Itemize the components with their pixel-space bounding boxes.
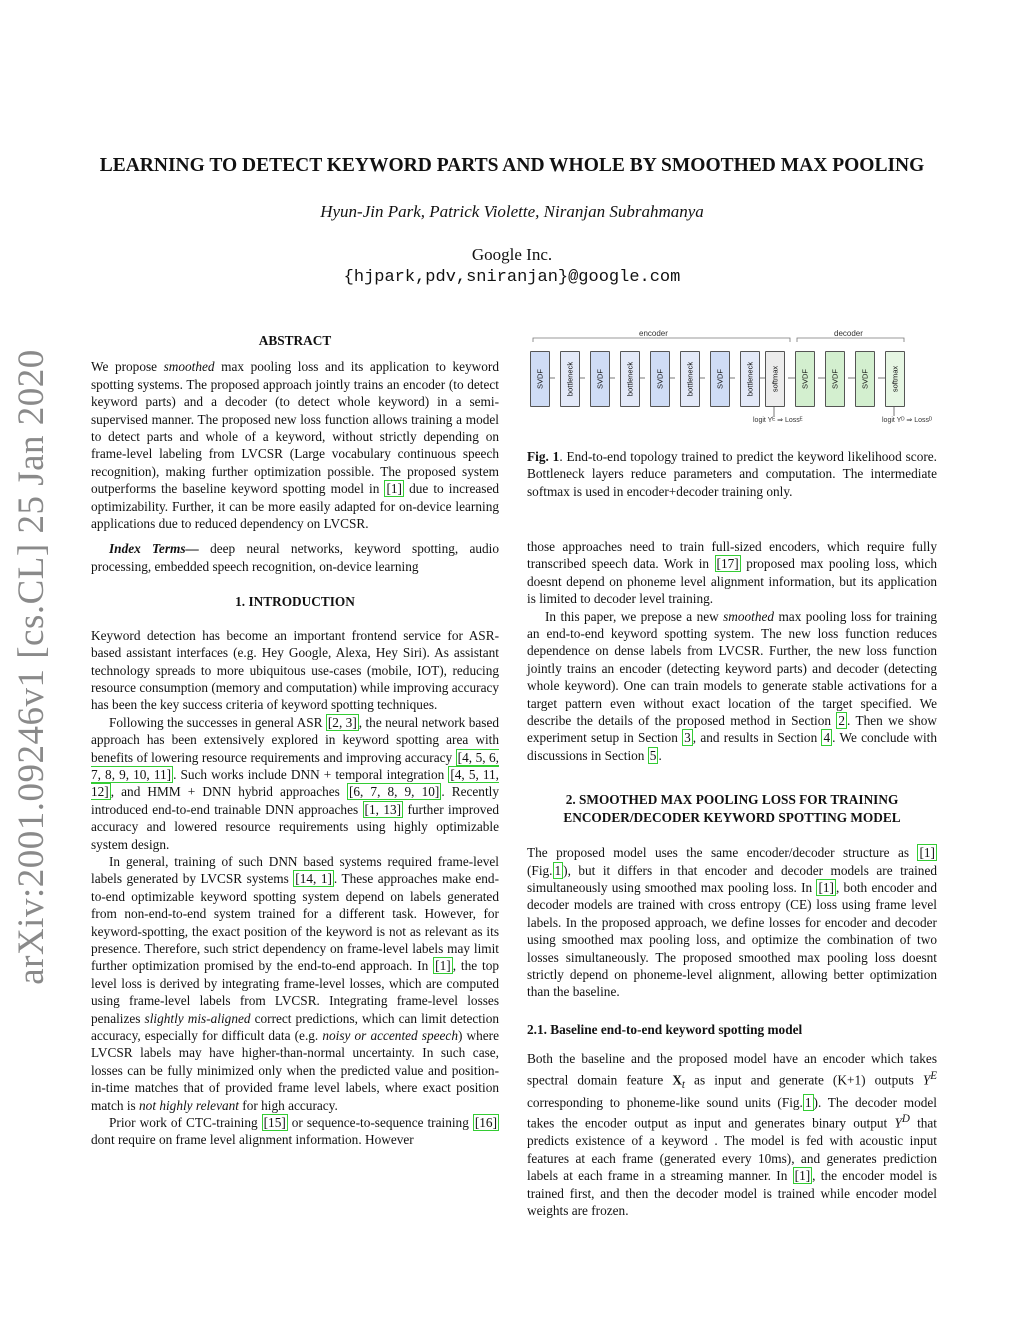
section-2-1-paragraph: Both the baseline and the proposed model have an encoder which takes spectral domain feature $X_t$ as input and generate (K+1) outputs $Y^E$ corresponding to phoneme-like sound units (Fig. 1 ). The decoder model takes the encoder output as input and generates binary output $Y^D$ that predicts existence of a keyword . The model is fed with acoustic input features at each frame (generated every 10ms), and generates prediction labels at each frame in a streaming manner. In [1] , the encoder model is trained first, and then the decoder model is trained while encoder model weights are frozen. [527,1051,938,1218]
encoder-svdf-block: SVDF [710,351,730,407]
arxiv-sidebar-id: arXiv:2001.09246v1 [cs.CL] 25 Jan 2020 [11,349,52,985]
citation-link[interactable]: [1, 13] [364,801,402,817]
citation-link[interactable]: [1] [919,845,935,861]
paper-title: LEARNING TO DETECT KEYWORD PARTS AND WHOLE BY SMOOTHED MAX POOLING [99,155,925,176]
intro-paragraph-5: those approaches need to train full-sized encoders, which require fully transcribed speech data. Work in [17] proposed max pooling loss, which doesnt depend on phoneme level alignment information, but its application is limited to decoder level training. [527,539,937,607]
encoder-softmax-block: softmax [765,351,785,407]
affiliation: Google Inc. [471,245,553,264]
citation-link[interactable]: [2, 3] [327,714,357,730]
intro-paragraph-3: In general, training of such DNN based systems required frame-level labels generated by LVCSR systems [14, 1] . These approaches make end-to-end optimizable keyword spotting system depend on labels generated from non-end-to-end system trained for a different task. However, for keyword-spotting, the exact position of the keyword is not as relevant as its presence. Therefore, such strict dependency on frame-level labels may limit further optimization promised by the end-to-end approach. In [1] , the top level loss is derived by integrating frame-level losses, which are computed using frame-level labels from LVCSR. Integrating frame-level losses penalizes slightly mis-aligned correct predictions, which can limit detection accuracy, especially for difficult data (e.g. noisy or accented speech) where LVCSR labels may have higher-than-normal uncertainty. In such case, losses can be fully minimized only when the predicted value and position-in-time matches that of provided frame level labels, where exact position match is not highly relevant for high accuracy. [91,853,500,1113]
citation-link[interactable]: [4, 5, 6, 7, 8, 9, 10, 11] [91,749,500,782]
figure-link[interactable]: 1 [804,1095,812,1111]
encoder-bottleneck-block: bottleneck [620,351,640,407]
section-link[interactable]: 2 [838,713,846,729]
intro-paragraph-4: Prior work of CTC-training [15] or sequence-to-sequence training [16] dont require on frame level alignment information. However [91,1115,497,1148]
section-1-heading: 1. INTRODUCTION [235,594,355,610]
decoder-label: decoder [834,329,863,338]
citation-link[interactable]: [17] [716,556,739,572]
section-2-heading-line-1: 2. SMOOTHED MAX POOLING LOSS FOR TRAINING [565,792,899,808]
encoder-svdf-block: SVDF [530,351,550,407]
encoder-svdf-block: SVDF [590,351,610,407]
citation-link[interactable]: [6, 7, 8, 9, 10] [348,784,440,800]
section-2-1-heading: 2.1. Baseline end-to-end keyword spotting model [527,1021,803,1037]
citation-link[interactable]: [1] [794,1168,811,1184]
encoder-svdf-block: SVDF [650,351,670,407]
section-link[interactable]: 4 [823,730,831,746]
section-link[interactable]: 5 [649,747,657,763]
section-link[interactable]: 3 [684,730,691,746]
citation-link[interactable]: [1] [818,879,834,895]
encoder-label: encoder [639,329,668,338]
citation-link[interactable]: [1] [435,958,451,974]
intro-paragraph-2: Following the successes in general ASR [2, 3] , the neural network based approach has been extensively explored in keyword spotting area with benefits of lowering resource requirements and improving accuracy [4, 5, 6, 7, 8, 9, 10, 11] . Such works include DNN + temporal integration [4, 5, 11, 12] , and HMM + DNN hybrid approaches [6, 7, 8, 9, 10] . Recently introduced end-to-end trainable DNN approaches [1, 13] further improved accuracy and lowered resource requirements using highly optimizable system design. [91,714,500,852]
intro-paragraph-1: Keyword detection has become an important frontend service for ASR-based assistant interfaces (e.g. Hey Google, Alexa, Hey Siri). As assistant technology spreads to more ubiquitous use-cases (mobile, IOT), reducing resource consumption (memory and computation) while improving accuracy has been the key success criteria of keyword spotting techniques. [91,627,500,713]
decoder-svdf-block: SVDF [795,351,815,407]
encoder-logit-label: logit Yᴱ ⇒ Lossᴱ [753,417,803,424]
author-emails: {hjpark,pdv,sniranjan}@google.com [343,268,681,287]
citation-link[interactable]: [4, 5, 11, 12] [91,766,499,800]
figure-link[interactable]: 1 [554,862,562,878]
figure-1-diagram [527,328,937,432]
intro-paragraph-6: In this paper, we prepose a new smoothed max pooling loss for training an end-to-end keyword spotting system. The new loss function reduces dependence on dense labels from LVCSR. Further, the new loss function jointly trains an encoder (detecting keyword parts) and decoder (detecting whole keyword). One can train models to generate stable activations for a target pattern even without exact location of the target specified. We describe the details of the proposed method in Section 2 . Then we show experiment setup in Section 3 , and results in Section 4 . We conclude with discussions in Section 5 . [527,608,937,763]
left-column [91,332,499,1149]
abstract-body: We propose smoothed max pooling loss and its application to keyword spotting systems. The proposed approach jointly trains an encoder (to detect keyword parts) and a decoder (to detect whole keyword) in a semi-supervised manner. The proposed new loss function allows training a model to detect parts and whole of a keyword, without strictly depending on frame-level labeling from LVCSR (Large vocabulary continuous speech recognition), making further optimization possible. The proposed system outperforms the baseline keyword spotting model in [1] due to increased optimizability. Further, it can be more easily adapted for on-device learning applications due to reduced dependency on LVCSR. [91,359,500,532]
citation-link[interactable]: [16] [474,1115,497,1131]
figure-connectors [527,328,937,432]
decoder-svdf-block: SVDF [825,351,845,407]
decoder-softmax-block: softmax [885,351,905,407]
section-2-paragraph: The proposed model uses the same encoder/decoder structure as [1] (Fig. 1 ), but it differs in that encoder and decoder models are trained simultaneously using smoothed max pooling loss. In [1] , both encoder and decoder models are trained with cross entropy (CE) loss using frame level labels. In the proposed approach, we define losses for encoder and decoder using smoothed max pooling loss, and optimize the combination of two losses simultaneously. The proposed smoothed max pooling loss doesnt strictly depend on phoneme-level alignment, allowing better optimization than the baseline. [527,845,937,1000]
abstract-heading: ABSTRACT [258,333,332,348]
citation-link[interactable]: [14, 1] [295,871,332,887]
encoder-bracket [533,338,790,342]
author-list: Hyun-Jin Park, Patrick Violette, Niranjan Subrahmanya [320,202,704,221]
citation-link[interactable]: [1] [386,481,402,497]
decoder-bracket [797,338,904,342]
figure-1-caption: Fig. 1. End-to-end topology trained to predict the keyword likelihood score. Bottleneck layers reduce parameters and computation. The intermediate softmax is used in encoder+decoder training only. [527,449,937,499]
right-column [527,538,937,1219]
encoder-bottleneck-block: bottleneck [740,351,760,407]
citation-link[interactable]: [15] [263,1115,286,1131]
encoder-bottleneck-block: bottleneck [560,351,580,407]
encoder-bottleneck-block: bottleneck [680,351,700,407]
decoder-svdf-block: SVDF [855,351,875,407]
section-2-heading-line-2: ENCODER/DECODER KEYWORD SPOTTING MODEL [563,809,901,825]
decoder-logit-label: logit Yᴰ ⇒ Lossᴰ [882,417,933,424]
index-terms: Index Terms— deep neural networks, keyword spotting, audio processing, embedded speech recognition, on-device learning [91,541,499,574]
